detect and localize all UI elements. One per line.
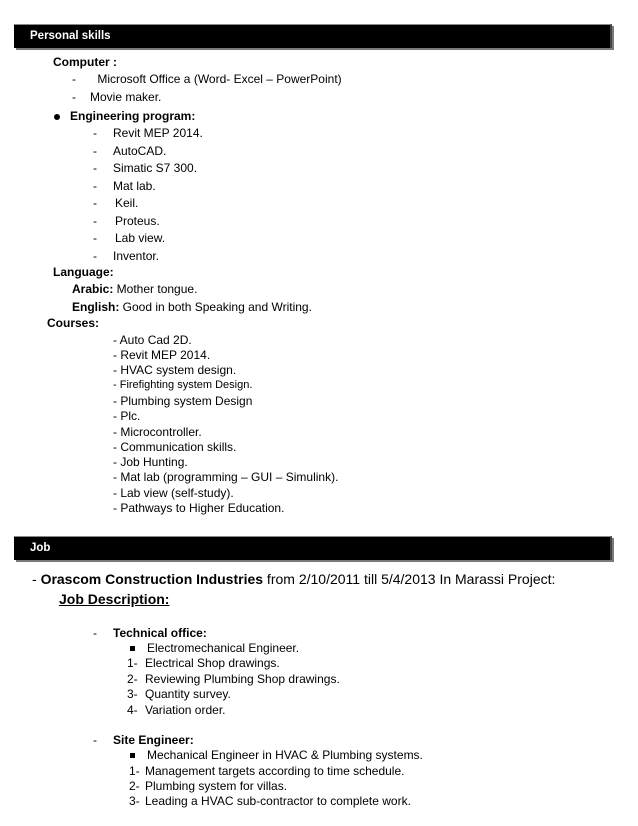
site-role: Mechanical Engineer in HVAC & Plumbing systems. [130, 748, 423, 762]
technical-item: 2- Reviewing Plumbing Shop drawings. [127, 672, 340, 686]
engineering-item: - Mat lab. [93, 179, 156, 193]
section-title: Job [30, 542, 51, 554]
technical-item: 3- Quantity survey. [127, 687, 231, 701]
language-heading: Language: [53, 265, 114, 279]
course-item: - Auto Cad 2D. [113, 333, 192, 347]
job-period: from 2/10/2011 till 5/4/2013 In Marassi Project: [263, 571, 556, 587]
company-name: Orascom Construction Industries [40, 571, 264, 587]
job-title-line: - Orascom Construction Industries from 2/10/2011 till 5/4/2013 In Marassi Project: [32, 571, 556, 587]
job-description-heading: Job Description: [59, 591, 170, 607]
personal-skills-header [14, 24, 612, 48]
site-item: 3- Leading a HVAC sub-contractor to complete work. [129, 794, 411, 808]
language-arabic: Arabic: Mother tongue. [72, 282, 198, 296]
job-header [14, 536, 612, 560]
courses-heading: Courses: [47, 316, 100, 330]
section-title: Personal skills [30, 30, 111, 42]
course-item: - Communication skills. [113, 440, 237, 454]
site-item: 2- Plumbing system for villas. [129, 779, 288, 793]
course-item: - Plumbing system Design [113, 394, 253, 408]
course-item: - Job Hunting. [113, 455, 188, 469]
computer-item: - Microsoft Office a (Word- Excel – PowerPoint) [72, 72, 342, 86]
engineering-item: - Keil. [93, 196, 139, 210]
course-item: - Firefighting system Design. [113, 379, 253, 391]
course-item: - Pathways to Higher Education. [113, 501, 285, 515]
course-item: - Lab view (self-study). [113, 486, 234, 500]
engineering-heading: Engineering program: [54, 109, 195, 123]
course-item: - Microcontroller. [113, 425, 202, 439]
course-item: - HVAC system design. [113, 363, 237, 377]
bullet-icon [54, 114, 60, 120]
course-item: - Mat lab (programming – GUI – Simulink). [113, 470, 339, 484]
course-item: - Plc. [113, 409, 141, 423]
computer-heading: Computer : [53, 55, 117, 69]
square-bullet-icon [130, 753, 135, 758]
technical-role: Electromechanical Engineer. [130, 641, 299, 655]
computer-item: - Movie maker. [72, 90, 162, 104]
site-engineer-heading: - Site Engineer: [93, 733, 194, 747]
engineering-item: - Inventor. [93, 249, 160, 263]
engineering-item: - Revit MEP 2014. [93, 126, 203, 140]
engineering-item: - Simatic S7 300. [93, 161, 198, 175]
technical-item: 1- Electrical Shop drawings. [127, 656, 280, 670]
technical-office-heading: - Technical office: [93, 626, 207, 640]
engineering-item: - Proteus. [93, 214, 160, 228]
site-item: 1- Management targets according to time schedule. [129, 764, 405, 778]
course-item: - Revit MEP 2014. [113, 348, 211, 362]
engineering-item: - Lab view. [93, 231, 166, 245]
language-english: English: Good in both Speaking and Writing. [72, 300, 312, 314]
engineering-item: - AutoCAD. [93, 144, 167, 158]
square-bullet-icon [130, 646, 135, 651]
technical-item: 4- Variation order. [127, 703, 226, 717]
